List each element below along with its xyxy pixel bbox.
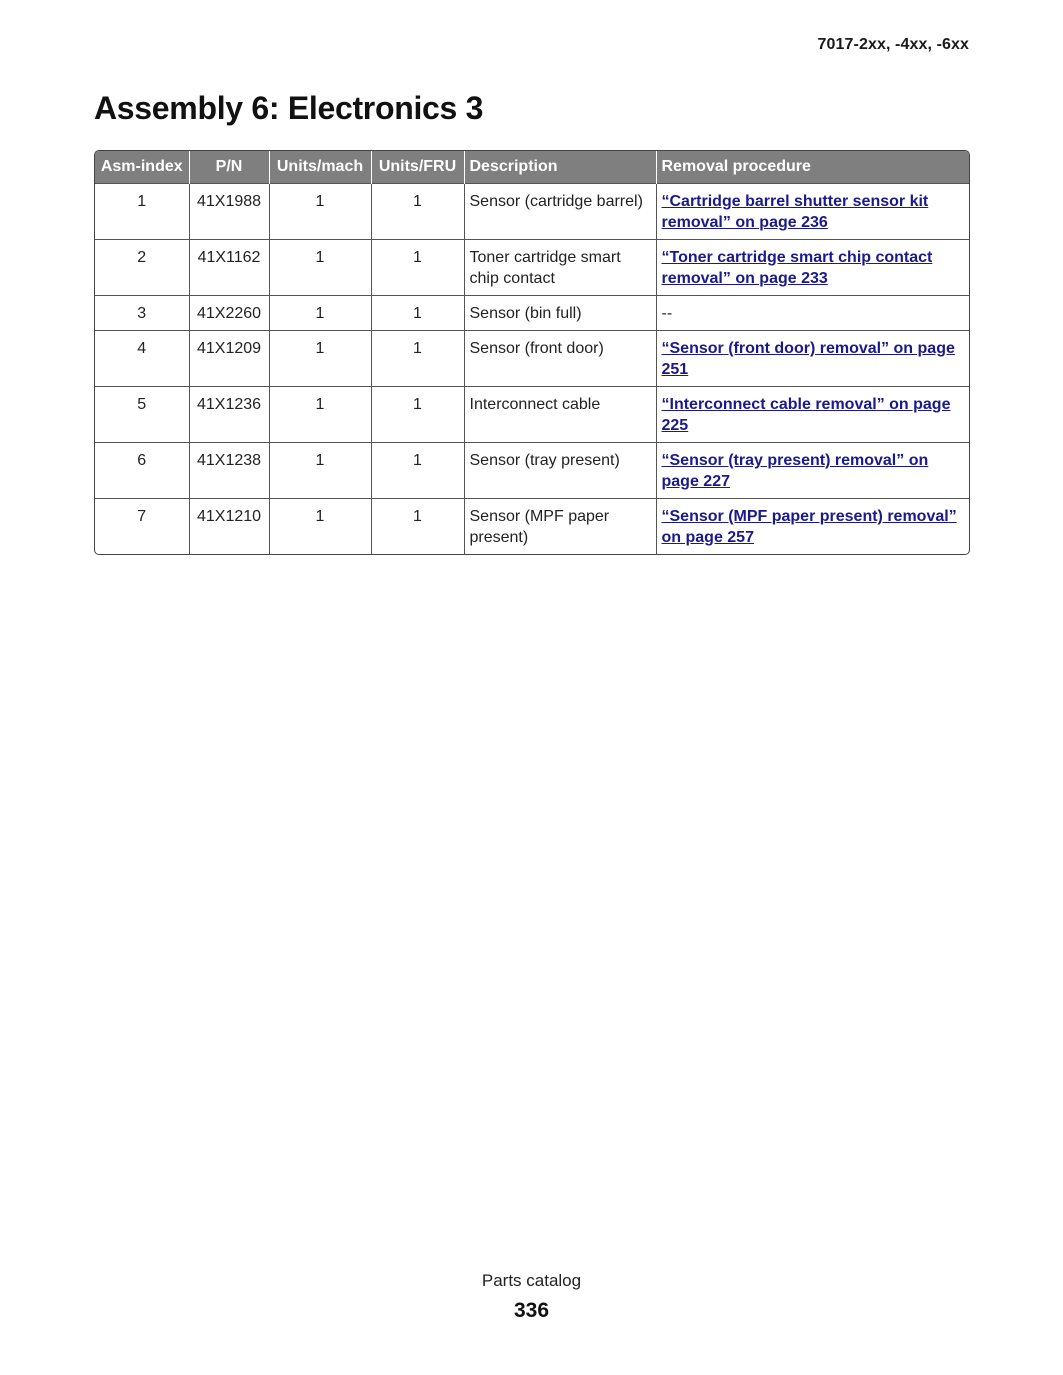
column-header-units-mach: Units/mach: [269, 151, 371, 184]
part-number-cell: 41X2260: [189, 296, 269, 331]
parts-table-container: [94, 150, 970, 555]
asm-index-cell: 4: [95, 331, 189, 387]
asm-index-cell: 3: [95, 296, 189, 331]
table-row: [95, 443, 969, 499]
units-mach-cell: 1: [269, 499, 371, 555]
units-mach-cell: 1: [269, 184, 371, 240]
removal-procedure-link[interactable]: “Sensor (MPF paper present) removal” on page 257: [661, 508, 957, 546]
footer-page-number: 336: [513, 1299, 550, 1322]
units-fru-cell: 1: [371, 184, 464, 240]
table-row: [95, 387, 969, 443]
description-cell: Sensor (MPF paper present): [464, 499, 656, 555]
units-fru-cell: 1: [371, 387, 464, 443]
part-number-cell: 41X1209: [189, 331, 269, 387]
description-cell: Sensor (front door): [464, 331, 656, 387]
description-cell: Interconnect cable: [464, 387, 656, 443]
removal-procedure-cell: [656, 443, 969, 499]
units-mach-cell: 1: [269, 240, 371, 296]
removal-procedure-cell: [656, 387, 969, 443]
units-fru-cell: 1: [371, 240, 464, 296]
units-mach-cell: 1: [269, 443, 371, 499]
description-cell: Toner cartridge smart chip contact: [464, 240, 656, 296]
asm-index-cell: 7: [95, 499, 189, 555]
removal-procedure-link[interactable]: “Cartridge barrel shutter sensor kit removal” on page 236: [661, 193, 929, 231]
asm-index-cell: 1: [95, 184, 189, 240]
table-body: [95, 184, 969, 555]
parts-table: [95, 151, 969, 554]
removal-procedure-cell: --: [656, 296, 969, 331]
removal-procedure-link[interactable]: “Interconnect cable removal” on page 225: [661, 396, 951, 434]
description-cell: Sensor (tray present): [464, 443, 656, 499]
units-fru-cell: 1: [371, 331, 464, 387]
page-title: Assembly 6: Electronics 3: [94, 90, 484, 126]
units-fru-cell: 1: [371, 499, 464, 555]
removal-procedure-cell: [656, 499, 969, 555]
asm-index-cell: 2: [95, 240, 189, 296]
table-header-row: [95, 151, 969, 184]
units-mach-cell: 1: [269, 331, 371, 387]
part-number-cell: 41X1236: [189, 387, 269, 443]
removal-procedure-cell: [656, 184, 969, 240]
description-cell: Sensor (cartridge barrel): [464, 184, 656, 240]
part-number-cell: 41X1210: [189, 499, 269, 555]
units-mach-cell: 1: [269, 387, 371, 443]
removal-procedure-cell: [656, 331, 969, 387]
table-row: [95, 240, 969, 296]
table-row: [95, 296, 969, 331]
part-number-cell: 41X1162: [189, 240, 269, 296]
asm-index-cell: 5: [95, 387, 189, 443]
units-fru-cell: 1: [371, 443, 464, 499]
column-header-removal-procedure: Removal procedure: [656, 151, 969, 184]
document-model-header: 7017-2xx, -4xx, -6xx: [817, 36, 969, 53]
asm-index-cell: 6: [95, 443, 189, 499]
removal-procedure-link[interactable]: “Toner cartridge smart chip contact removal” on page 233: [661, 249, 933, 287]
table-row: [95, 331, 969, 387]
removal-procedure-cell: [656, 240, 969, 296]
part-number-cell: 41X1988: [189, 184, 269, 240]
column-header-pn: P/N: [189, 151, 269, 184]
part-number-cell: 41X1238: [189, 443, 269, 499]
removal-procedure-link[interactable]: “Sensor (front door) removal” on page 251: [661, 340, 955, 378]
table-row: [95, 499, 969, 555]
removal-procedure-link[interactable]: “Sensor (tray present) removal” on page 227: [661, 452, 929, 490]
table-row: [95, 184, 969, 240]
column-header-units-fru: Units/FRU: [371, 151, 464, 184]
column-header-asm-index: Asm-index: [95, 151, 189, 184]
description-cell: Sensor (bin full): [464, 296, 656, 331]
units-fru-cell: 1: [371, 296, 464, 331]
column-header-description: Description: [464, 151, 656, 184]
footer-section-name: Parts catalog: [481, 1271, 582, 1290]
units-mach-cell: 1: [269, 296, 371, 331]
